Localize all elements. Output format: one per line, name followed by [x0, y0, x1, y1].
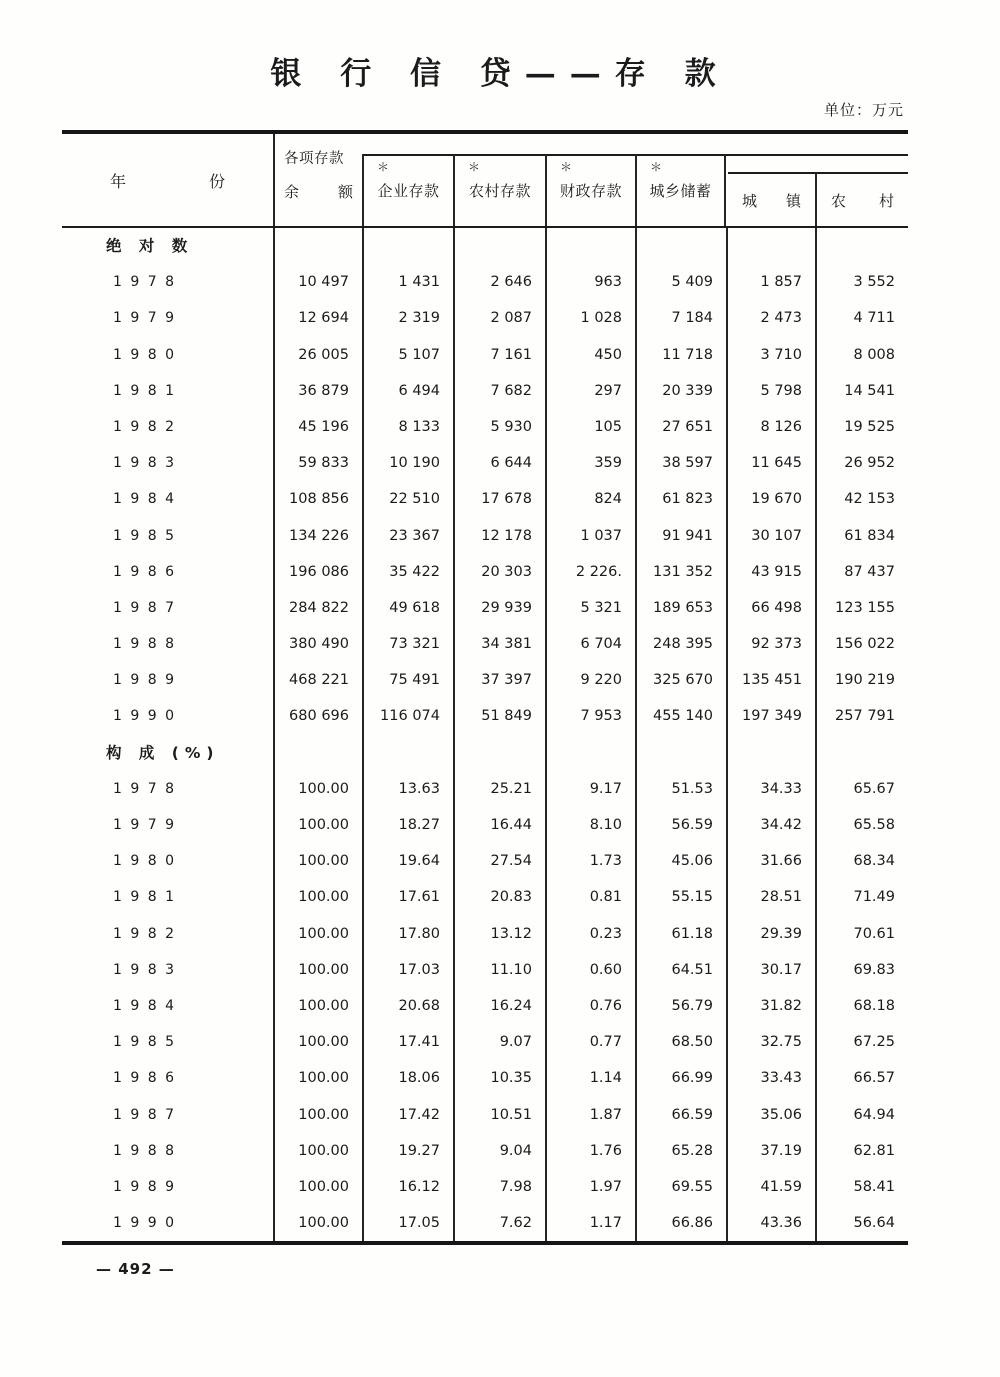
- value-cell: 37.19: [726, 1133, 815, 1169]
- value-cell: 131 352: [635, 554, 726, 590]
- value-cell: 100.00: [273, 843, 362, 879]
- value-cell: 5 798: [726, 373, 815, 409]
- value-cell: 17 678: [453, 481, 545, 517]
- value-cell: 4 711: [815, 300, 908, 336]
- value-cell: 11 718: [635, 337, 726, 373]
- value-cell: 37 397: [453, 662, 545, 698]
- value-cell: 135 451: [726, 662, 815, 698]
- value-cell: 7 953: [545, 698, 635, 734]
- value-cell: 31.66: [726, 843, 815, 879]
- year-cell: 1 9 8 7: [113, 599, 176, 616]
- year-cell: 1 9 8 2: [113, 418, 176, 435]
- table-row: [62, 807, 908, 843]
- value-cell: 68.18: [815, 988, 908, 1024]
- value-cell: 100.00: [273, 1060, 362, 1096]
- table-row: [62, 518, 908, 554]
- empty-cell: [635, 735, 726, 771]
- value-cell: 70.61: [815, 916, 908, 952]
- year-cell: 1 9 8 5: [113, 1034, 176, 1051]
- page-number: — 492 —: [96, 1260, 175, 1278]
- table-row: [62, 409, 908, 445]
- value-cell: 30.17: [726, 952, 815, 988]
- value-cell: 56.64: [815, 1205, 908, 1241]
- value-cell: 26 952: [815, 445, 908, 481]
- value-cell: 196 086: [273, 554, 362, 590]
- value-cell: 49 618: [362, 590, 453, 626]
- value-cell: 65.67: [815, 771, 908, 807]
- header-urban-column: [728, 172, 815, 226]
- table-row: [62, 843, 908, 879]
- value-cell: 65.58: [815, 807, 908, 843]
- value-cell: 16.24: [453, 988, 545, 1024]
- value-cell: 64.94: [815, 1097, 908, 1133]
- value-cell: 20.68: [362, 988, 453, 1024]
- value-cell: 2 646: [453, 264, 545, 300]
- value-cell: 248 395: [635, 626, 726, 662]
- value-cell: 680 696: [273, 698, 362, 734]
- value-cell: 65.28: [635, 1133, 726, 1169]
- value-cell: 325 670: [635, 662, 726, 698]
- value-cell: 20 339: [635, 373, 726, 409]
- value-cell: 27.54: [453, 843, 545, 879]
- value-cell: 41.59: [726, 1169, 815, 1205]
- value-cell: 100.00: [273, 988, 362, 1024]
- section-label: 构 成 (%): [106, 743, 220, 762]
- value-cell: 7.98: [453, 1169, 545, 1205]
- value-cell: 1 037: [545, 518, 635, 554]
- value-cell: 257 791: [815, 698, 908, 734]
- section-header-row: [62, 735, 908, 771]
- value-cell: 17.42: [362, 1097, 453, 1133]
- value-cell: 450: [545, 337, 635, 373]
- value-cell: 100.00: [273, 807, 362, 843]
- table-row: [62, 1060, 908, 1096]
- value-cell: 0.81: [545, 879, 635, 915]
- value-cell: 197 349: [726, 698, 815, 734]
- value-cell: 66.57: [815, 1060, 908, 1096]
- header-urban-char-left: 城: [742, 191, 758, 210]
- value-cell: 69.83: [815, 952, 908, 988]
- value-cell: 8.10: [545, 807, 635, 843]
- value-cell: 28.51: [726, 879, 815, 915]
- table-row: [62, 952, 908, 988]
- value-cell: 58.41: [815, 1169, 908, 1205]
- table-row: [62, 1024, 908, 1060]
- value-cell: 3 552: [815, 264, 908, 300]
- value-cell: 1.73: [545, 843, 635, 879]
- value-cell: 8 008: [815, 337, 908, 373]
- value-cell: 19 525: [815, 409, 908, 445]
- table-row: [62, 771, 908, 807]
- value-cell: 27 651: [635, 409, 726, 445]
- value-cell: 91 941: [635, 518, 726, 554]
- year-cell: 1 9 8 9: [113, 672, 176, 689]
- header-urban-char-right: 镇: [785, 191, 801, 210]
- value-cell: 22 510: [362, 481, 453, 517]
- year-cell: 1 9 7 9: [113, 310, 176, 327]
- value-cell: 10 497: [273, 264, 362, 300]
- value-cell: 73 321: [362, 626, 453, 662]
- value-cell: 25.21: [453, 771, 545, 807]
- header-total-line1: 各项存款: [284, 151, 344, 167]
- empty-cell: [545, 735, 635, 771]
- value-cell: 14 541: [815, 373, 908, 409]
- value-cell: 3 710: [726, 337, 815, 373]
- value-cell: 62.81: [815, 1133, 908, 1169]
- value-cell: 100.00: [273, 1024, 362, 1060]
- year-cell: 1 9 7 8: [113, 274, 176, 291]
- value-cell: 100.00: [273, 1133, 362, 1169]
- value-cell: 13.12: [453, 916, 545, 952]
- value-cell: 17.80: [362, 916, 453, 952]
- value-cell: 61 823: [635, 481, 726, 517]
- empty-cell: [635, 228, 726, 264]
- value-cell: 0.23: [545, 916, 635, 952]
- value-cell: 455 140: [635, 698, 726, 734]
- value-cell: 100.00: [273, 771, 362, 807]
- value-cell: 12 694: [273, 300, 362, 336]
- value-cell: 824: [545, 481, 635, 517]
- value-cell: 29.39: [726, 916, 815, 952]
- value-cell: 105: [545, 409, 635, 445]
- value-cell: 100.00: [273, 916, 362, 952]
- header-rural-deposits-label: 农村存款: [468, 182, 531, 200]
- value-cell: 34.33: [726, 771, 815, 807]
- value-cell: 19 670: [726, 481, 815, 517]
- value-cell: 68.50: [635, 1024, 726, 1060]
- year-cell: 1 9 8 2: [113, 925, 176, 942]
- section-label: 绝 对 数: [106, 237, 194, 255]
- table-row: [62, 662, 908, 698]
- header-rural-char-right: 村: [878, 191, 894, 210]
- value-cell: 12 178: [453, 518, 545, 554]
- table-row: [62, 1133, 908, 1169]
- value-cell: 6 494: [362, 373, 453, 409]
- header-savings-label: 城乡储蓄: [649, 182, 712, 200]
- value-cell: 20.83: [453, 879, 545, 915]
- value-cell: 13.63: [362, 771, 453, 807]
- year-cell: 1 9 8 3: [113, 961, 176, 978]
- header-enterprise-column: [362, 154, 453, 226]
- year-cell: 1 9 8 8: [113, 636, 176, 653]
- value-cell: 100.00: [273, 1205, 362, 1241]
- value-cell: 7.62: [453, 1205, 545, 1241]
- value-cell: 0.60: [545, 952, 635, 988]
- empty-cell: [453, 735, 545, 771]
- value-cell: 92 373: [726, 626, 815, 662]
- year-cell: 1 9 8 5: [113, 527, 176, 544]
- value-cell: 1.17: [545, 1205, 635, 1241]
- value-cell: 380 490: [273, 626, 362, 662]
- value-cell: 55.15: [635, 879, 726, 915]
- year-cell: 1 9 8 6: [113, 563, 176, 580]
- year-cell: 1 9 8 3: [113, 455, 176, 472]
- value-cell: 10 190: [362, 445, 453, 481]
- table-row: [62, 1169, 908, 1205]
- value-cell: 156 022: [815, 626, 908, 662]
- value-cell: 17.03: [362, 952, 453, 988]
- value-cell: 23 367: [362, 518, 453, 554]
- value-cell: 9.07: [453, 1024, 545, 1060]
- year-cell: 1 9 8 1: [113, 889, 176, 906]
- table-row: [62, 879, 908, 915]
- value-cell: 66.99: [635, 1060, 726, 1096]
- value-cell: 61 834: [815, 518, 908, 554]
- year-cell: 1 9 8 0: [113, 346, 176, 363]
- year-cell: 1 9 9 0: [113, 1215, 176, 1232]
- header-savings-column: [635, 154, 726, 226]
- value-cell: 1.14: [545, 1060, 635, 1096]
- empty-cell: [815, 228, 908, 264]
- table-header: [62, 134, 908, 228]
- value-cell: 71.49: [815, 879, 908, 915]
- empty-cell: [362, 735, 453, 771]
- value-cell: 56.79: [635, 988, 726, 1024]
- value-cell: 9.04: [453, 1133, 545, 1169]
- table-row: [62, 554, 908, 590]
- value-cell: 134 226: [273, 518, 362, 554]
- value-cell: 1.87: [545, 1097, 635, 1133]
- year-cell: 1 9 7 9: [113, 817, 176, 833]
- value-cell: 18.06: [362, 1060, 453, 1096]
- value-cell: 284 822: [273, 590, 362, 626]
- table-row: [62, 264, 908, 300]
- value-cell: 116 074: [362, 698, 453, 734]
- table-row: [62, 481, 908, 517]
- value-cell: 190 219: [815, 662, 908, 698]
- value-cell: 59 833: [273, 445, 362, 481]
- value-cell: 35 422: [362, 554, 453, 590]
- header-total-line2: [284, 181, 353, 202]
- footnote-asterisk-icon: ＊: [560, 160, 573, 174]
- page-title: 银 行 信 贷——存 款: [270, 56, 730, 92]
- value-cell: 18.27: [362, 807, 453, 843]
- value-cell: 20 303: [453, 554, 545, 590]
- value-cell: 5 321: [545, 590, 635, 626]
- value-cell: 66.59: [635, 1097, 726, 1133]
- value-cell: 66 498: [726, 590, 815, 626]
- table-row: [62, 1097, 908, 1133]
- value-cell: 100.00: [273, 1169, 362, 1205]
- value-cell: 123 155: [815, 590, 908, 626]
- value-cell: 17.41: [362, 1024, 453, 1060]
- value-cell: 7 682: [453, 373, 545, 409]
- value-cell: 34 381: [453, 626, 545, 662]
- year-cell: 1 9 9 0: [113, 708, 176, 725]
- value-cell: 61.18: [635, 916, 726, 952]
- empty-cell: [273, 228, 362, 264]
- header-rural-deposits-column: [453, 154, 545, 226]
- footnote-asterisk-icon: ＊: [650, 160, 663, 174]
- table-row: [62, 698, 908, 734]
- empty-cell: [726, 228, 815, 264]
- value-cell: 29 939: [453, 590, 545, 626]
- value-cell: 38 597: [635, 445, 726, 481]
- table-row: [62, 590, 908, 626]
- value-cell: 16.44: [453, 807, 545, 843]
- value-cell: 11 645: [726, 445, 815, 481]
- value-cell: 297: [545, 373, 635, 409]
- value-cell: 0.77: [545, 1024, 635, 1060]
- value-cell: 11.10: [453, 952, 545, 988]
- table-row: [62, 1205, 908, 1241]
- header-rural-char-left: 农: [831, 191, 847, 210]
- value-cell: 189 653: [635, 590, 726, 626]
- value-cell: 6 704: [545, 626, 635, 662]
- value-cell: 67.25: [815, 1024, 908, 1060]
- empty-cell: [273, 735, 362, 771]
- value-cell: 45 196: [273, 409, 362, 445]
- value-cell: 56.59: [635, 807, 726, 843]
- header-fiscal-column: [545, 154, 635, 226]
- header-rural-column: [815, 172, 908, 226]
- value-cell: 42 153: [815, 481, 908, 517]
- value-cell: 69.55: [635, 1169, 726, 1205]
- table-row: [62, 626, 908, 662]
- table-row: [62, 373, 908, 409]
- value-cell: 66.86: [635, 1205, 726, 1241]
- year-cell: 1 9 8 8: [113, 1142, 176, 1159]
- header-year-char-left: 年: [110, 171, 127, 191]
- value-cell: 7 184: [635, 300, 726, 336]
- value-cell: 2 087: [453, 300, 545, 336]
- value-cell: 468 221: [273, 662, 362, 698]
- year-cell: 1 9 7 8: [113, 780, 176, 797]
- value-cell: 33.43: [726, 1060, 815, 1096]
- value-cell: 1 431: [362, 264, 453, 300]
- value-cell: 45.06: [635, 843, 726, 879]
- header-total-char-left: 余: [284, 183, 300, 201]
- year-cell: 1 9 8 9: [113, 1178, 176, 1195]
- value-cell: 10.35: [453, 1060, 545, 1096]
- value-cell: 963: [545, 264, 635, 300]
- value-cell: 5 107: [362, 337, 453, 373]
- empty-cell: [362, 228, 453, 264]
- value-cell: 2 319: [362, 300, 453, 336]
- header-year-char-right: 份: [208, 171, 225, 191]
- year-cell: 1 9 8 4: [113, 491, 176, 508]
- value-cell: 34.42: [726, 807, 815, 843]
- table-row: [62, 337, 908, 373]
- header-total-deposits-column: [273, 134, 362, 226]
- table-row: [62, 300, 908, 336]
- value-cell: 10.51: [453, 1097, 545, 1133]
- header-year-column: [62, 134, 273, 226]
- header-fiscal-label: 财政存款: [559, 182, 622, 200]
- value-cell: 16.12: [362, 1169, 453, 1205]
- value-cell: 68.34: [815, 843, 908, 879]
- statistics-table: [62, 130, 908, 1245]
- value-cell: 1 028: [545, 300, 635, 336]
- value-cell: 17.05: [362, 1205, 453, 1241]
- value-cell: 43 915: [726, 554, 815, 590]
- value-cell: 75 491: [362, 662, 453, 698]
- value-cell: 19.27: [362, 1133, 453, 1169]
- value-cell: 31.82: [726, 988, 815, 1024]
- value-cell: 64.51: [635, 952, 726, 988]
- value-cell: 100.00: [273, 879, 362, 915]
- value-cell: 9 220: [545, 662, 635, 698]
- header-total-char-right: 额: [337, 183, 353, 201]
- table-body: [62, 228, 908, 1241]
- header-enterprise-label: 企业存款: [377, 182, 440, 200]
- year-cell: 1 9 8 4: [113, 997, 176, 1014]
- empty-cell: [726, 735, 815, 771]
- value-cell: 7 161: [453, 337, 545, 373]
- value-cell: 17.61: [362, 879, 453, 915]
- value-cell: 1 857: [726, 264, 815, 300]
- section-header-row: [62, 228, 908, 264]
- year-cell: 1 9 8 0: [113, 853, 176, 870]
- value-cell: 0.76: [545, 988, 635, 1024]
- value-cell: 2 226.: [545, 554, 635, 590]
- value-cell: 6 644: [453, 445, 545, 481]
- value-cell: 43.36: [726, 1205, 815, 1241]
- value-cell: 19.64: [362, 843, 453, 879]
- value-cell: 87 437: [815, 554, 908, 590]
- value-cell: 359: [545, 445, 635, 481]
- value-cell: 35.06: [726, 1097, 815, 1133]
- value-cell: 8 126: [726, 409, 815, 445]
- value-cell: 108 856: [273, 481, 362, 517]
- footnote-asterisk-icon: ＊: [377, 160, 390, 174]
- value-cell: 8 133: [362, 409, 453, 445]
- value-cell: 30 107: [726, 518, 815, 554]
- value-cell: 5 930: [453, 409, 545, 445]
- footnote-asterisk-icon: ＊: [468, 160, 481, 174]
- value-cell: 51 849: [453, 698, 545, 734]
- table-row: [62, 916, 908, 952]
- table-row: [62, 988, 908, 1024]
- value-cell: 5 409: [635, 264, 726, 300]
- value-cell: 1.76: [545, 1133, 635, 1169]
- value-cell: 100.00: [273, 952, 362, 988]
- value-cell: 36 879: [273, 373, 362, 409]
- empty-cell: [453, 228, 545, 264]
- value-cell: 2 473: [726, 300, 815, 336]
- year-cell: 1 9 8 6: [113, 1070, 176, 1087]
- value-cell: 100.00: [273, 1097, 362, 1133]
- value-cell: 1.97: [545, 1169, 635, 1205]
- value-cell: 26 005: [273, 337, 362, 373]
- empty-cell: [815, 735, 908, 771]
- value-cell: 51.53: [635, 771, 726, 807]
- table-row: [62, 445, 908, 481]
- empty-cell: [545, 228, 635, 264]
- value-cell: 32.75: [726, 1024, 815, 1060]
- unit-label: 单位：万元: [823, 101, 904, 119]
- value-cell: 9.17: [545, 771, 635, 807]
- year-cell: 1 9 8 1: [113, 382, 176, 399]
- year-cell: 1 9 8 7: [113, 1106, 176, 1123]
